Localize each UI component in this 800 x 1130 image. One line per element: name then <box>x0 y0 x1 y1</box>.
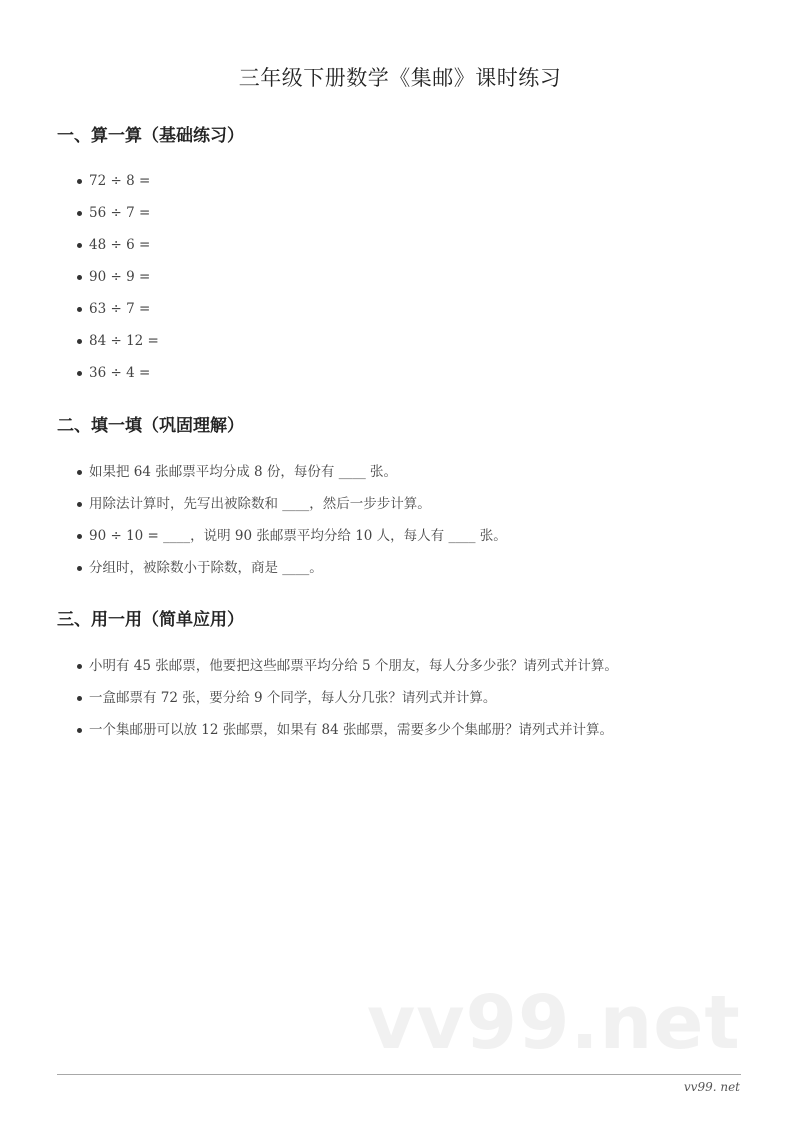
exercise-text: 如果把 64 张邮票平均分成 8 份，每份有 ____ 张。 <box>89 464 398 480</box>
bullet-icon <box>77 534 82 539</box>
section-simple-application <box>57 608 757 746</box>
footer-divider <box>57 1074 741 1075</box>
bullet-icon <box>77 307 82 312</box>
bullet-icon <box>77 275 82 280</box>
bullet-icon <box>77 696 82 701</box>
exercise-text: 72 ÷ 8 = <box>89 173 151 189</box>
list-item <box>57 650 757 682</box>
list-item <box>57 520 757 552</box>
bullet-icon <box>77 728 82 733</box>
list-item <box>57 325 757 357</box>
exercise-text: 48 ÷ 6 = <box>89 237 151 253</box>
exercise-text: 84 ÷ 12 = <box>89 333 159 349</box>
page-title: 三年级下册数学《集邮》课时练习 <box>238 66 562 90</box>
exercise-list <box>57 650 757 746</box>
exercise-text: 用除法计算时，先写出被除数和 ____，然后一步步计算。 <box>89 496 431 512</box>
exercise-list <box>57 165 757 389</box>
bullet-icon <box>77 470 82 475</box>
exercise-text: 小明有 45 张邮票，他要把这些邮票平均分给 5 个朋友，每人分多少张？请列式并计算。 <box>89 658 618 674</box>
exercise-text: 一盒邮票有 72 张，要分给 9 个同学，每人分几张？请列式并计算。 <box>89 690 497 706</box>
bullet-icon <box>77 566 82 571</box>
exercise-text: 一个集邮册可以放 12 张邮票，如果有 84 张邮票，需要多少个集邮册？请列式并计算。 <box>89 722 614 738</box>
bullet-icon <box>77 371 82 376</box>
exercise-text: 56 ÷ 7 = <box>89 205 151 221</box>
list-item <box>57 293 757 325</box>
list-item <box>57 357 757 389</box>
section-fill-in-blanks <box>57 414 757 584</box>
list-item <box>57 714 757 746</box>
exercise-list <box>57 456 757 584</box>
list-item <box>57 165 757 197</box>
list-item <box>57 552 757 584</box>
bullet-icon <box>77 179 82 184</box>
footer-text: vv99. net <box>683 1080 740 1094</box>
exercise-text: 90 ÷ 9 = <box>89 269 151 285</box>
section-heading: 三、用一用（简单应用） <box>57 610 244 630</box>
list-item <box>57 488 757 520</box>
watermark: vv99.net <box>367 980 741 1066</box>
section-heading: 二、填一填（巩固理解） <box>57 416 244 436</box>
bullet-icon <box>77 211 82 216</box>
section-heading: 一、算一算（基础练习） <box>57 126 244 146</box>
bullet-icon <box>77 243 82 248</box>
bullet-icon <box>77 664 82 669</box>
exercise-text: 90 ÷ 10 = ____，说明 90 张邮票平均分给 10 人，每人有 ____ 张。 <box>89 528 507 544</box>
list-item <box>57 456 757 488</box>
list-item <box>57 682 757 714</box>
exercise-text: 分组时，被除数小于除数，商是 ____。 <box>89 560 323 576</box>
list-item <box>57 197 757 229</box>
exercise-text: 36 ÷ 4 = <box>89 365 151 381</box>
list-item <box>57 229 757 261</box>
bullet-icon <box>77 339 82 344</box>
bullet-icon <box>77 502 82 507</box>
section-basic-practice <box>57 124 757 389</box>
exercise-text: 63 ÷ 7 = <box>89 301 151 317</box>
list-item <box>57 261 757 293</box>
